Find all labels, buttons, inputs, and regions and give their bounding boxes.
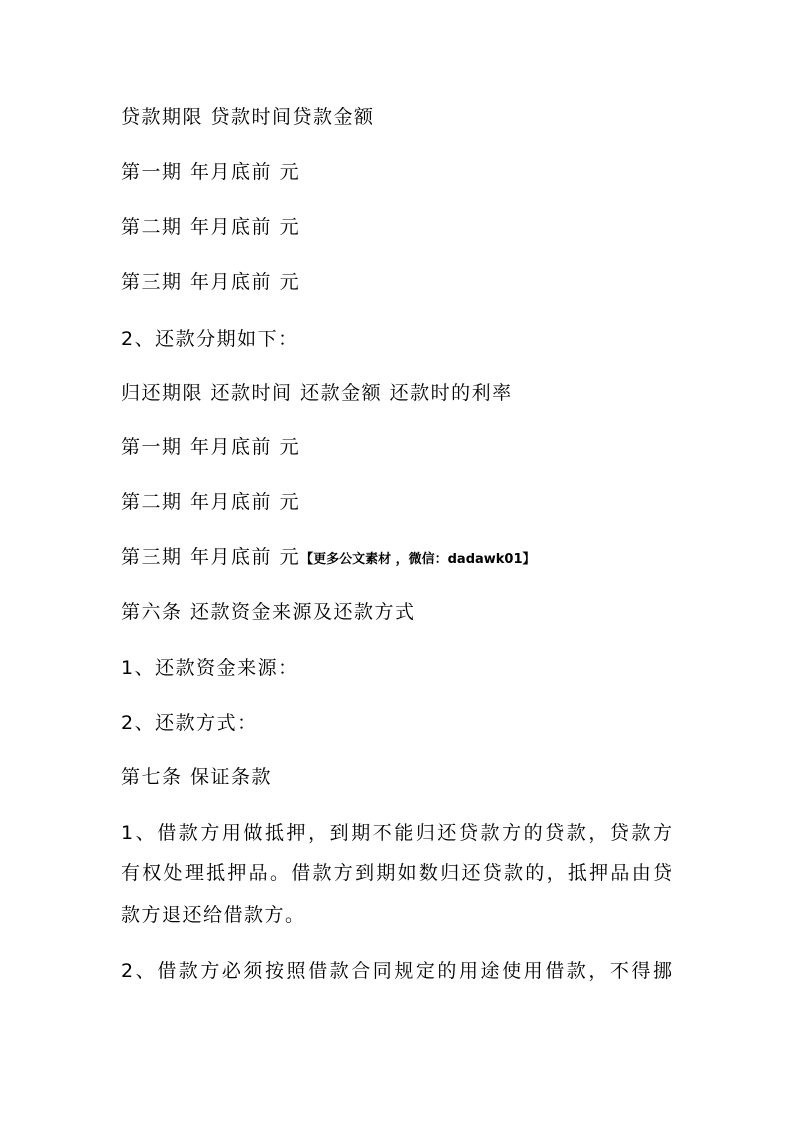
text-line-content: 第三期 年月底前 元 xyxy=(121,546,301,568)
text-line: 第二期 年月底前 元 xyxy=(121,216,301,238)
text-line: 第二期 年月底前 元 xyxy=(121,491,301,513)
text-line: 第三期 年月底前 元 xyxy=(121,271,301,293)
section-heading: 第六条 还款资金来源及还款方式 xyxy=(121,601,416,623)
paragraph-line: 1、借款方用做抵押，到期不能归还贷款方的贷款，贷款方 xyxy=(121,822,672,844)
text-line: 第一期 年月底前 元 xyxy=(121,161,301,183)
note-text: 【更多公文素材 ，微信：dadawk01】 xyxy=(300,552,536,567)
paragraph-line: 款方退还给借款方。 xyxy=(121,904,306,926)
text-line: 1、还款资金来源： xyxy=(121,657,299,679)
paragraph-line: 有权处理抵押品。借款方到期如数归还贷款的，抵押品由贷 xyxy=(121,862,672,884)
section-heading: 第七条 保证条款 xyxy=(121,766,273,788)
text-line: 归还期限 还款时间 还款金额 还款时的利率 xyxy=(121,382,513,404)
text-line-with-note xyxy=(121,544,536,573)
text-line: 贷款期限 贷款时间贷款金额 xyxy=(121,106,375,128)
text-line: 第一期 年月底前 元 xyxy=(121,436,301,458)
text-line: 2、还款方式： xyxy=(121,712,258,734)
text-line: 2、还款分期如下： xyxy=(121,328,299,350)
paragraph-line: 2、借款方必须按照借款合同规定的用途使用借款，不得挪 xyxy=(121,960,672,982)
